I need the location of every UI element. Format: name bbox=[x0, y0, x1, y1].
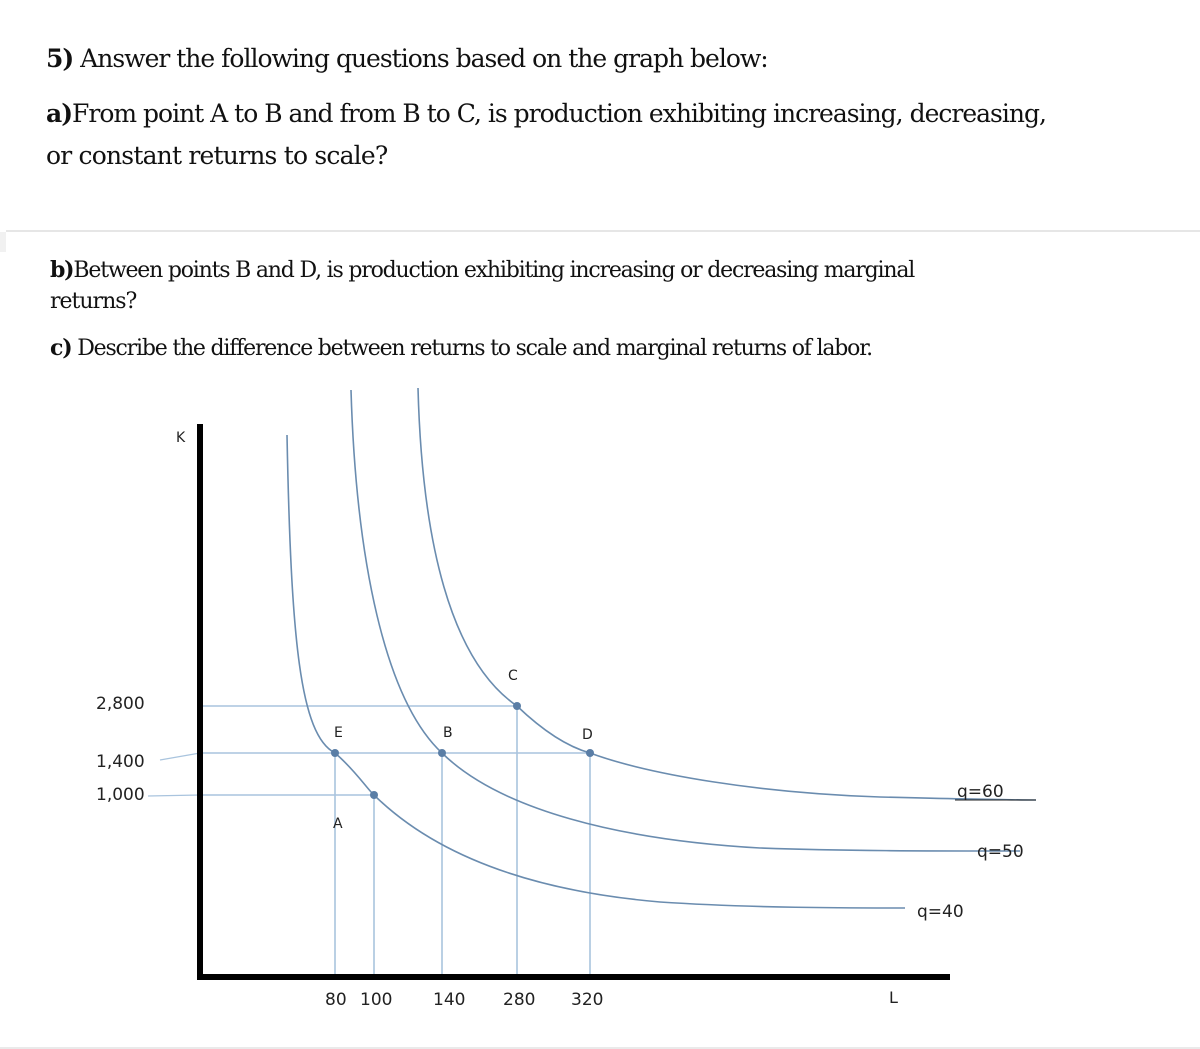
curve-label-q60: q=60 bbox=[957, 782, 1004, 802]
guide-k-1000-tick bbox=[148, 795, 200, 796]
curve-label-q50: q=50 bbox=[977, 842, 1024, 862]
x-tick-140: 140 bbox=[433, 990, 466, 1010]
point-d bbox=[586, 749, 594, 757]
isoquant-q60 bbox=[418, 388, 1036, 800]
y-tick-2800: 2,800 bbox=[96, 694, 145, 714]
question-b-line1: b)Between points B and D, is production exhibiting increasing or decreasing marginal bbox=[50, 257, 915, 283]
guide-k-2800-tick bbox=[160, 753, 200, 760]
point-label-e: E bbox=[334, 725, 343, 741]
question-a-line1: a)From point A to B and from B to C, is production exhibiting increasing, decreasing, bbox=[46, 99, 1046, 128]
x-tick-100: 100 bbox=[360, 990, 393, 1010]
isoquant-q50 bbox=[351, 390, 1020, 851]
x-tick-280: 280 bbox=[503, 990, 536, 1010]
point-b bbox=[438, 749, 446, 757]
question-a-line2: or constant returns to scale? bbox=[46, 141, 388, 170]
y-axis-label: K bbox=[176, 430, 186, 446]
point-label-d: D bbox=[582, 727, 593, 743]
point-label-a: A bbox=[333, 816, 343, 832]
y-tick-1000: 1,000 bbox=[96, 785, 145, 805]
question-b-line2: returns? bbox=[50, 289, 137, 314]
x-tick-320: 320 bbox=[571, 990, 604, 1010]
isoquant-q40 bbox=[287, 435, 905, 908]
point-e bbox=[331, 749, 339, 757]
question-c: c) Describe the difference between returns to scale and marginal returns of labor. bbox=[50, 335, 872, 361]
point-a bbox=[370, 791, 378, 799]
point-c bbox=[513, 702, 521, 710]
point-label-b: B bbox=[443, 725, 453, 741]
y-tick-1400: 1,400 bbox=[96, 752, 145, 772]
question-title: 5) Answer the following questions based on the graph below: bbox=[46, 44, 768, 73]
x-axis-label: L bbox=[889, 988, 898, 1007]
curve-label-q40: q=40 bbox=[917, 902, 964, 922]
point-label-c: C bbox=[508, 668, 518, 684]
x-tick-80: 80 bbox=[325, 990, 347, 1010]
